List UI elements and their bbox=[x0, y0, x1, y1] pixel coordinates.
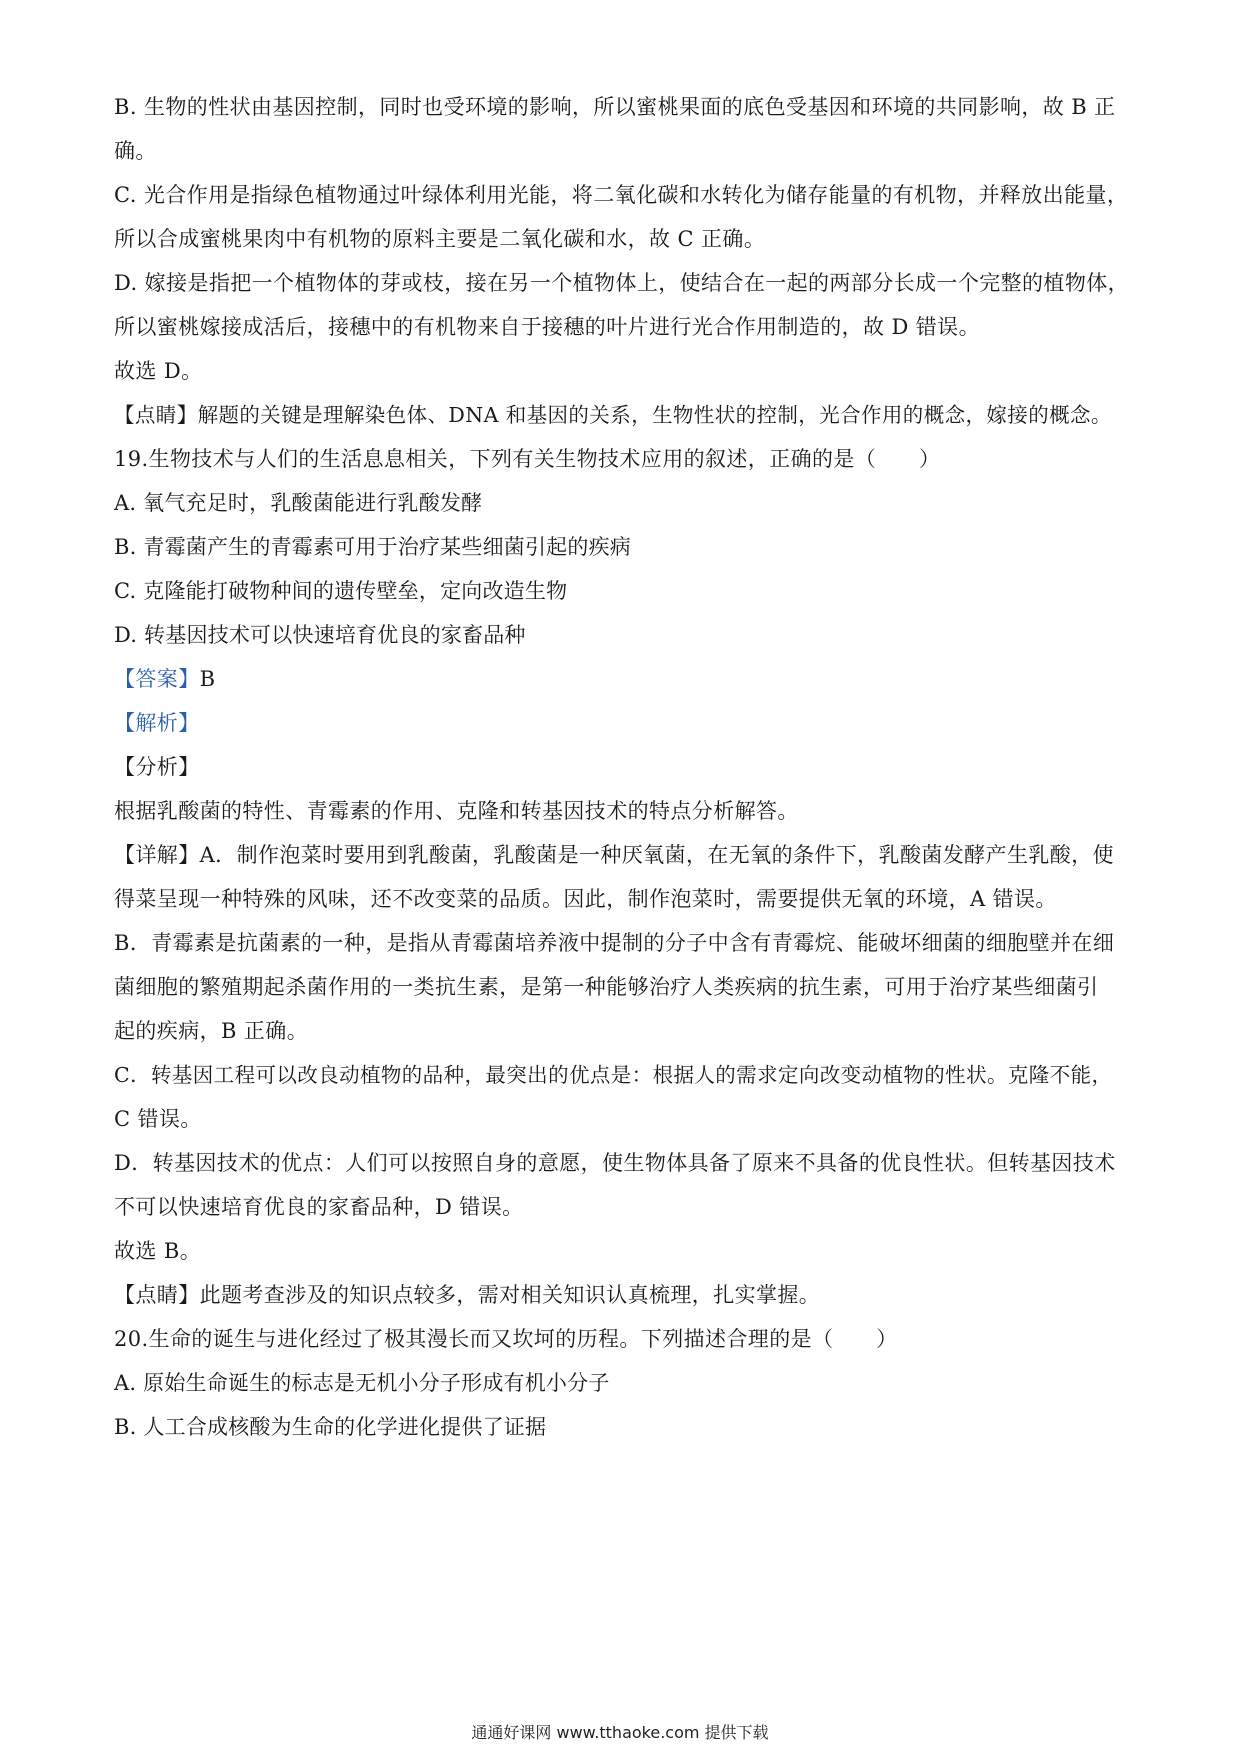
text-line: B. 生物的性状由基因控制，同时也受环境的影响，所以蜜桃果面的底色受基因和环境的共同影响，故 B 正 bbox=[114, 95, 1116, 119]
text-line: C 错误。 bbox=[114, 1107, 202, 1131]
page-footer: 通通好课网 www.tthaoke.com 提供下载 bbox=[471, 1723, 769, 1742]
option-c: C. 克隆能打破物种间的遗传壁垒，定向改造生物 bbox=[114, 579, 568, 603]
question-stem: 19.生物技术与人们的生活息息相关，下列有关生物技术应用的叙述，正确的是（ ） bbox=[114, 447, 941, 471]
text-line: 【点睛】解题的关键是理解染色体、DNA 和基因的关系，生物性状的控制，光合作用的概念，嫁接的概念。 bbox=[114, 403, 1112, 427]
text-line: D．转基因技术的优点：人们可以按照自身的意愿，使生物体具备了原来不具备的优良性状。但转基因技术 bbox=[114, 1151, 1116, 1175]
text-line: 确。 bbox=[114, 139, 157, 163]
answer-label: 【答案】 bbox=[114, 667, 200, 691]
text-line: 根据乳酸菌的特性、青霉素的作用、克隆和转基因技术的特点分析解答。 bbox=[114, 799, 799, 823]
text-line: C．转基因工程可以改良动植物的品种，最突出的优点是：根据人的需求定向改变动植物的性状。克隆不能， bbox=[114, 1063, 1113, 1087]
text-line: 故选 B。 bbox=[114, 1239, 202, 1263]
text-line: 菌细胞的繁殖期起杀菌作用的一类抗生素，是第一种能够治疗人类疾病的抗生素，可用于治疗某些细菌引 bbox=[114, 975, 1099, 999]
text-line: 【点睛】此题考查涉及的知识点较多，需对相关知识认真梳理，扎实掌握。 bbox=[114, 1283, 821, 1307]
answer-value: B bbox=[199, 667, 216, 691]
question-stem: 20.生命的诞生与进化经过了极其漫长而又坎坷的历程。下列描述合理的是（ ） bbox=[114, 1327, 898, 1351]
option-d: D. 转基因技术可以快速培育优良的家畜品种 bbox=[114, 623, 526, 647]
analysis-label: 【解析】 bbox=[114, 711, 200, 735]
text-line: 故选 D。 bbox=[114, 359, 203, 383]
text-line: 【分析】 bbox=[114, 755, 200, 779]
text-line: 得菜呈现一种特殊的风味，还不改变菜的品质。因此，制作泡菜时，需要提供无氧的环境，A 错误。 bbox=[114, 887, 1057, 911]
text-line: 不可以快速培育优良的家畜品种，D 错误。 bbox=[114, 1195, 524, 1219]
text-line: 所以蜜桃嫁接成活后，接穗中的有机物来自于接穗的叶片进行光合作用制造的，故 D 错误。 bbox=[114, 315, 980, 339]
answer-line bbox=[114, 664, 1134, 694]
text-line: B．青霉素是抗菌素的一种，是指从青霉菌培养液中提制的分子中含有青霉烷、能破坏细菌的细胞壁并在细 bbox=[114, 931, 1115, 955]
text-line: 起的疾病，B 正确。 bbox=[114, 1019, 309, 1043]
option-b: B. 青霉菌产生的青霉素可用于治疗某些细菌引起的疾病 bbox=[114, 535, 631, 559]
option-a: A. 原始生命诞生的标志是无机小分子形成有机小分子 bbox=[114, 1371, 610, 1395]
text-line: D. 嫁接是指把一个植物体的芽或枝，接在另一个植物体上，使结合在一起的两部分长成一个完整的植物体， bbox=[114, 271, 1130, 295]
option-b: B. 人工合成核酸为生命的化学进化提供了证据 bbox=[114, 1415, 547, 1439]
text-line: C. 光合作用是指绿色植物通过叶绿体利用光能，将二氧化碳和水转化为储存能量的有机物，并释放出能量， bbox=[114, 183, 1129, 207]
text-line: 【详解】A．制作泡菜时要用到乳酸菌，乳酸菌是一种厌氧菌，在无氧的条件下，乳酸菌发酵产生乳酸，使 bbox=[114, 843, 1114, 867]
option-a: A. 氧气充足时，乳酸菌能进行乳酸发酵 bbox=[114, 491, 483, 515]
text-line: 所以合成蜜桃果肉中有机物的原料主要是二氧化碳和水，故 C 正确。 bbox=[114, 227, 766, 251]
